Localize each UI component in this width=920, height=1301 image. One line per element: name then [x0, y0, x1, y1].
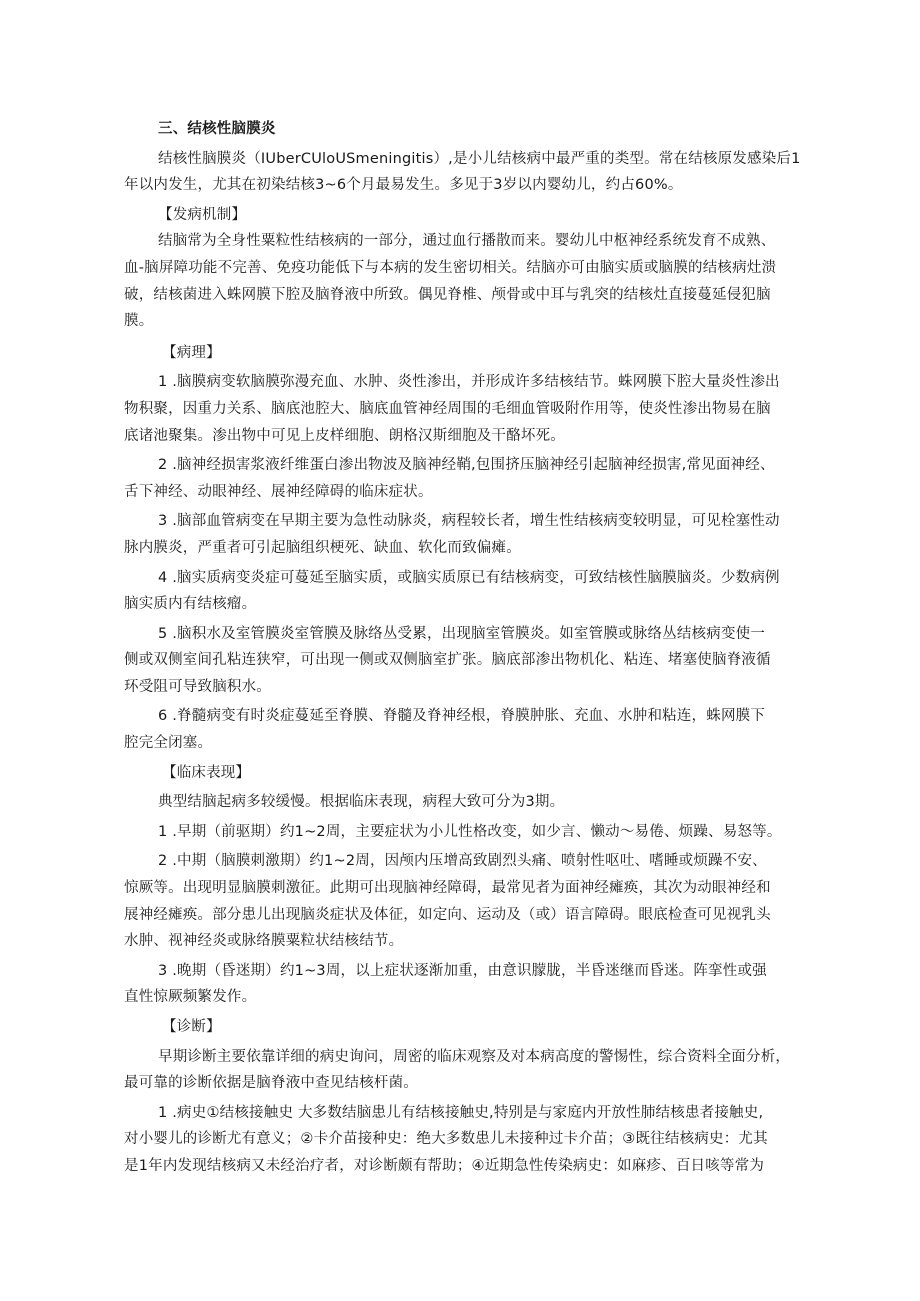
pathology-item-3 [124, 508, 810, 561]
text-line: 1 .脑膜病变软脑膜弥漫充血、水肿、炎性渗出，并形成许多结核结节。蛛网膜下腔大量炎性渗出 [158, 374, 780, 391]
text-line: 最可靠的诊断依据是脑脊液中查见结核杆菌。 [124, 1075, 418, 1092]
clinical-item-3 [124, 958, 810, 1011]
mechanism-paragraph [124, 228, 810, 334]
text-line: 1 .病史①结核接触史 大多数结脑患儿有结核接触史,特别是与家庭内开放性肺结核患者接触史, [158, 1104, 764, 1121]
text-line: 3 .脑部血管病变在早期主要为急性动脉炎，病程较长者，增生性结核病变较明显，可见栓塞性动 [158, 513, 780, 530]
text-line: 结核性脑膜炎（IUberCUloUSmeningitis）,是小儿结核病中最严重的类型。常在结核原发感染后1 [158, 150, 801, 167]
pathology-item-6 [124, 703, 810, 756]
text-line: 底诸池聚集。渗出物中可见上皮样细胞、朗格汉斯细胞及干酪坏死。 [124, 427, 565, 444]
text-line: 是1年内发现结核病又未经治疗者，对诊断颇有帮助；④近期急性传染病史：如麻疹、百日咳等常为 [124, 1157, 765, 1174]
text-line: 水肿、视神经炎或脉络膜粟粒状结核结节。 [124, 933, 404, 950]
text-line: 4 .脑实质病变炎症可蔓延至脑实质，或脑实质原已有结核病变，可致结核性脑膜脑炎。少数病例 [158, 569, 780, 586]
text-line: 膜。 [124, 313, 154, 330]
text-line: 血-脑屏障功能不完善、免疫功能低下与本病的发生密切相关。结脑亦可由脑实质或脑膜的结核病灶溃 [124, 259, 777, 276]
text-line: 对小婴儿的诊断尤有意义；②卡介苗接种史：绝大多数患儿未接种过卡介苗；③既往结核病史：尤其 [124, 1131, 768, 1148]
text-line: 1 .早期（前驱期）约1~2周，主要症状为小儿性格改变，如少言、懒动～易倦、烦躁、易怒等。 [158, 823, 782, 840]
text-line: 脑实质内有结核瘤。 [124, 596, 257, 613]
heading-pathology: 【病理】 [162, 344, 221, 361]
text-line: 直性惊厥频繁发作。 [124, 989, 257, 1006]
text-line: 侧或双侧室间孔粘连狭窄，可出现一侧或双侧脑室扩张。脑底部渗出物机化、粘连、堵塞使脑脊液循 [124, 652, 771, 669]
intro-paragraph [124, 146, 810, 199]
text-line: 舌下神经、动眼神经、展神经障碍的临床症状。 [124, 483, 433, 500]
clinical-intro: 典型结脑起病多较缓慢。根据临床表现，病程大致可分为3期。 [158, 794, 565, 811]
diagnosis-intro [124, 1044, 810, 1097]
section-title: 三、结核性脑膜炎 [158, 121, 276, 137]
text-line: 破，结核菌进入蛛网膜下腔及脑脊液中所致。偶见脊椎、颅骨或中耳与乳突的结核灶直接蔓延侵犯脑 [124, 286, 771, 303]
text-line: 腔完全闭塞。 [124, 735, 213, 752]
heading-clinical: 【临床表现】 [162, 764, 251, 781]
pathology-item-5 [124, 621, 810, 701]
text-line: 5 .脑积水及室管膜炎室管膜及脉络丛受累，出现脑室管膜炎。如室管膜或脉络丛结核病变使一 [158, 625, 766, 642]
pathology-item-2 [124, 452, 810, 505]
text-line: 展神经瘫痪。部分患儿出现脑炎症状及体征，如定向、运动及（或）语言障碍。眼底检查可见视乳头 [124, 906, 771, 923]
text-line: 脉内膜炎，严重者可引起脑组织梗死、缺血、软化而致偏瘫。 [124, 539, 521, 556]
text-line: 年以内发生，尤其在初染结核3~6个月最易发生。多见于3岁以内婴幼儿，约占60%。 [124, 177, 683, 194]
text-line: 6 .脊髓病变有时炎症蔓延至脊膜、脊髓及脊神经根，脊膜肿胀、充血、水肿和粘连，蛛网膜下 [158, 708, 766, 725]
text-line: 结脑常为全身性粟粒性结核病的一部分，通过血行播散而来。婴幼儿中枢神经系统发育不成熟、 [158, 233, 776, 250]
text-line: 2 .脑神经损害浆液纤维蛋白渗出物波及脑神经鞘,包围挤压脑神经引起脑神经损害,常见面神经、 [158, 457, 775, 474]
text-line: 3 .晚期（昏迷期）约1~3周，以上症状逐渐加重，由意识朦胧，半昏迷继而昏迷。阵挛性或强 [158, 962, 767, 979]
text-line: 物积聚，因重力关系、脑底池腔大、脑底血管神经周围的毛细血管吸附作用等，使炎性渗出物易在脑 [124, 400, 771, 417]
pathology-item-1 [124, 369, 810, 449]
text-line: 环受阻可导致脑积水。 [124, 678, 271, 695]
text-line: 惊厥等。出现明显脑膜刺激征。此期可出现脑神经障碍，最常见者为面神经瘫痪，其次为动眼神经和 [124, 880, 771, 897]
diagnosis-item-1 [124, 1100, 810, 1180]
heading-diagnosis: 【诊断】 [162, 1019, 221, 1035]
heading-mechanism: 【发病机制】 [158, 206, 247, 223]
clinical-item-1 [124, 819, 810, 846]
clinical-item-2 [124, 848, 810, 954]
text-line: 早期诊断主要依靠详细的病史询问，周密的临床观察及对本病高度的警惕性，综合资料全面分析， [158, 1048, 791, 1065]
pathology-item-4 [124, 565, 810, 618]
text-line: 2 .中期（脑膜刺激期）约1~2周，因颅内压增高致剧烈头痛、喷射性呕吐、嗜睡或烦躁不安、 [158, 853, 767, 870]
